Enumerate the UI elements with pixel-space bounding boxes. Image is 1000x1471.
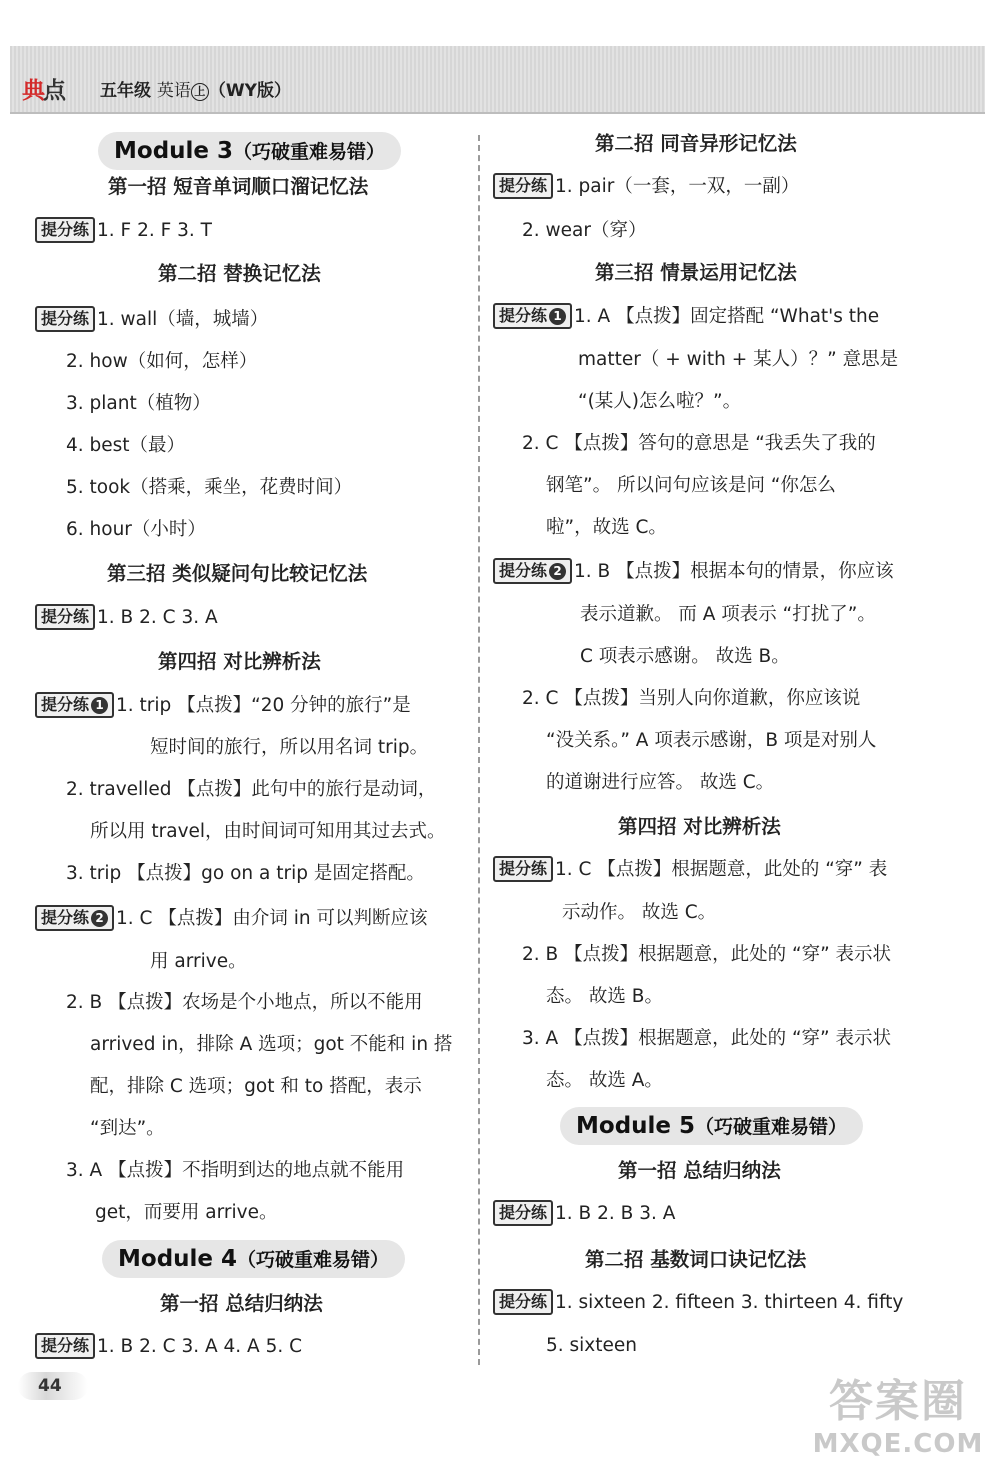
answer-line: 态。 故选 B。 <box>546 986 663 1007</box>
answer-line: 3. trip 【点拨】go on a trip 是固定搭配。 <box>66 863 425 884</box>
grade-label: 五年级 <box>100 81 151 101</box>
answer-line: 2. how（如何，怎样） <box>66 351 258 372</box>
answer-line: 提分练 1 1. trip 【点拨】“20 分钟的旅行”是 <box>35 692 411 719</box>
practice-tag: 提分练 1 <box>493 303 572 329</box>
answer-line: matter（ + with + 某人）？” 意思是 <box>578 349 899 370</box>
method-heading: 第四招 对比辨析法 <box>158 650 321 673</box>
term-mark: 上 <box>191 83 209 101</box>
method-heading: 第二招 基数词口诀记忆法 <box>585 1248 807 1271</box>
watermark-logo <box>808 1376 988 1466</box>
answer-line: 提分练 1. sixteen 2. fifteen 3. thirteen 4. fifty <box>493 1289 903 1316</box>
answer-line: 表示道歉。 而 A 项表示 “打扰了”。 <box>580 604 876 625</box>
column-divider <box>478 135 480 1365</box>
answer-line: 2. B 【点拨】农场是个小地点，所以不能用 <box>66 992 423 1013</box>
module-5-title: Module 5（巧破重难易错） <box>560 1107 863 1145</box>
module-4-subtitle: （巧破重难易错） <box>237 1249 390 1271</box>
practice-number-badge: 2 <box>91 910 108 927</box>
answer-line: 提分练 1. B 2. B 3. A <box>493 1200 675 1227</box>
practice-number-badge: 2 <box>549 563 566 580</box>
answer-line: arrived in，排除 A 选项；got 不能和 in 搭 <box>90 1034 453 1055</box>
answer-line: 提分练 2 1. C 【点拨】由介词 in 可以判断应该 <box>35 905 427 932</box>
answer-line: 的道谢进行应答。 故选 C。 <box>546 772 775 793</box>
answer-line: 5. sixteen <box>546 1335 638 1356</box>
answer-line: 所以用 travel，由时间词可知用其过去式。 <box>90 821 446 842</box>
answer-line: 6. hour（小时） <box>66 519 206 540</box>
answer-line: 2. C 【点拨】当别人向你道歉，你应该说 <box>522 688 861 709</box>
answer-line: 提分练 1. B 2. C 3. A <box>35 604 218 631</box>
page-number: 44 <box>18 1372 88 1400</box>
answer-line: 短时间的旅行，所以用名词 trip。 <box>150 737 429 758</box>
watermark-text: 答案圈 <box>829 1376 967 1427</box>
module-3-subtitle: （巧破重难易错） <box>233 141 386 163</box>
answer-line: 2. C 【点拨】答句的意思是 “我丢失了我的 <box>522 433 876 454</box>
practice-tag: 提分练 1 <box>35 692 114 718</box>
method-heading: 第三招 类似疑问句比较记忆法 <box>107 562 368 585</box>
practice-tag: 提分练 <box>35 604 95 630</box>
module-5-subtitle: （巧破重难易错） <box>695 1116 848 1138</box>
book-title <box>100 76 291 101</box>
practice-tag: 提分练 <box>493 1289 553 1315</box>
answer-line: 2. B 【点拨】根据题意，此处的 “穿” 表示状 <box>522 944 892 965</box>
watermark-url: MXQE.COM <box>812 1429 984 1459</box>
method-heading: 第三招 情景运用记忆法 <box>595 261 797 284</box>
module-3-title: Module 3（巧破重难易错） <box>98 132 401 170</box>
practice-tag: 提分练 <box>35 217 95 243</box>
answer-line: 提分练 1. C 【点拨】根据题意，此处的 “穿” 表 <box>493 856 887 883</box>
logo: 典点 <box>22 78 64 104</box>
practice-tag: 提分练 <box>35 306 95 332</box>
method-heading: 第二招 同音异形记忆法 <box>595 132 797 155</box>
practice-tag: 提分练 <box>493 173 553 199</box>
answer-line: 提分练 1 1. A 【点拨】固定搭配 “What's the <box>493 303 879 330</box>
answer-line: 3. A 【点拨】根据题意，此处的 “穿” 表示状 <box>522 1028 891 1049</box>
answer-line: 用 arrive。 <box>150 951 247 972</box>
answer-line: 示动作。 故选 C。 <box>562 902 717 923</box>
answer-line: 5. took（搭乘，乘坐，花费时间） <box>66 477 353 498</box>
answer-line: 3. plant（植物） <box>66 393 211 414</box>
practice-tag: 提分练 <box>493 856 553 882</box>
module-4-title: Module 4（巧破重难易错） <box>102 1240 405 1278</box>
logo-second-char: 点 <box>43 78 64 104</box>
answer-line: C 项表示感谢。 故选 B。 <box>580 646 790 667</box>
practice-tag: 提分练 2 <box>35 905 114 931</box>
answer-line: “没关系。” A 项表示感谢，B 项是对别人 <box>546 730 877 751</box>
answer-line: 配，排除 C 选项；got 和 to 搭配，表示 <box>90 1076 422 1097</box>
answer-line: get，而要用 arrive。 <box>95 1202 278 1223</box>
practice-tag: 提分练 2 <box>493 558 572 584</box>
practice-number-badge: 1 <box>549 308 566 325</box>
answer-line: “到达”。 <box>90 1118 165 1139</box>
practice-tag: 提分练 <box>493 1200 553 1226</box>
answer-line: 2. travelled 【点拨】此句中的旅行是动词， <box>66 779 437 800</box>
practice-number-badge: 1 <box>91 697 108 714</box>
answer-line: 提分练 1. wall（墙，城墙） <box>35 306 268 333</box>
subject-label: 英语 <box>156 81 191 101</box>
answer-line: 钢笔”。 所以问句应该是问 “你怎么 <box>546 475 836 496</box>
method-heading: 第四招 对比辨析法 <box>618 815 781 838</box>
method-heading: 第二招 替换记忆法 <box>158 262 321 285</box>
practice-tag: 提分练 <box>35 1333 95 1359</box>
method-heading: 第一招 总结归纳法 <box>160 1292 323 1315</box>
answer-line: 提分练 1. F 2. F 3. T <box>35 217 212 244</box>
answer-line: 2. wear（穿） <box>522 220 647 241</box>
edition-label: （WY版） <box>208 81 291 101</box>
answer-line: 4. best（最） <box>66 435 186 456</box>
answer-line: 提分练 2 1. B 【点拨】根据本句的情景，你应该 <box>493 558 894 585</box>
answer-line: 态。 故选 A。 <box>546 1070 663 1091</box>
answer-line: 提分练 1. B 2. C 3. A 4. A 5. C <box>35 1333 302 1360</box>
answer-line: 3. A 【点拨】不指明到达的地点就不能用 <box>66 1160 405 1181</box>
answer-line: “(某人)怎么啦？”。 <box>578 391 742 412</box>
method-heading: 第一招 总结归纳法 <box>618 1159 781 1182</box>
answer-line: 啦”，故选 C。 <box>546 517 667 538</box>
answer-line: 提分练 1. pair（一套，一双，一副） <box>493 173 799 200</box>
method-heading: 第一招 短音单词顺口溜记忆法 <box>108 175 369 198</box>
